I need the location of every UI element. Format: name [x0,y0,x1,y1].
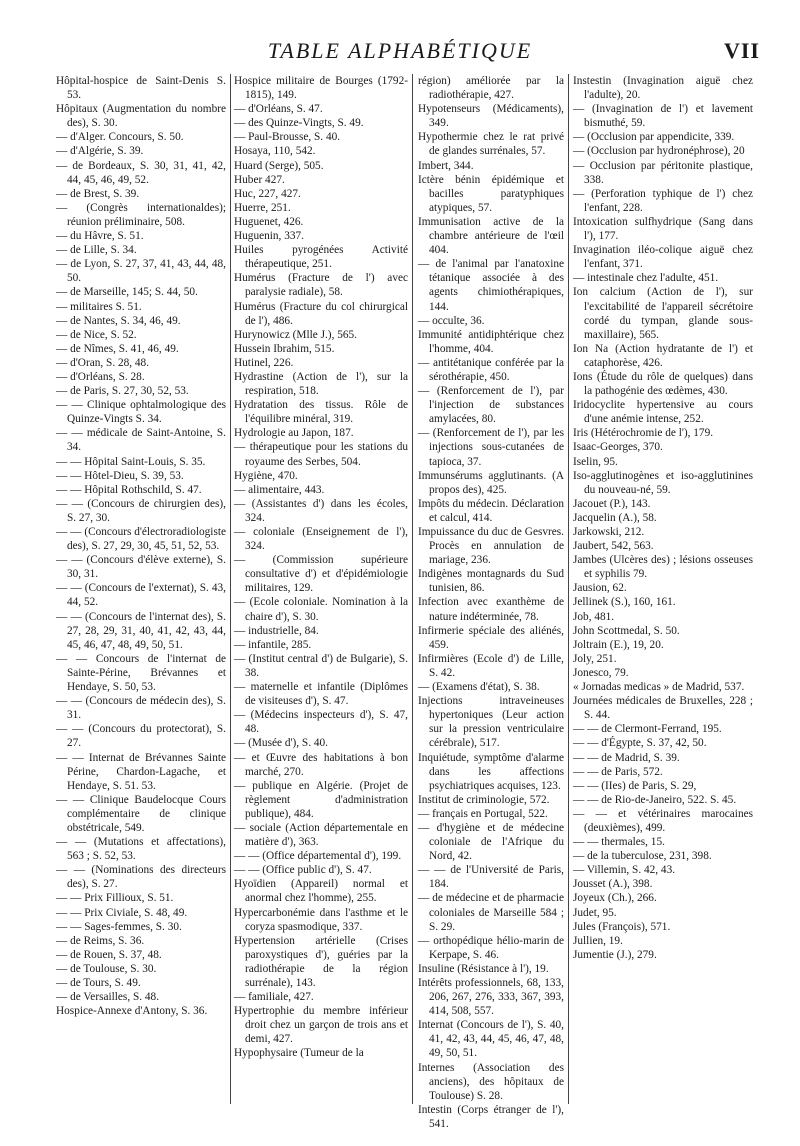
index-entry: — des Quinze-Vingts, S. 49. [234,117,364,130]
index-entry: Hygiène, 470. [234,469,298,482]
index-entry: — d'Alger. Concours, S. 50. [56,131,184,144]
index-entry: Iridocyclite hypertensive au cours d'une anémie intense, 252. [573,399,753,426]
index-entry: Jarkowski, 212. [573,526,645,538]
index-entry: Hyoïdien (Appareil) normal et anormal chez l'homme), 255. [234,878,408,905]
index-entry: — — Hôtel-Dieu, S. 39, 53. [56,469,184,482]
index-entry: — de médecine et de pharmacie coloniales de Marseille 584 ; S. 29. [418,892,564,933]
index-entry: — — (Concours du protectorat), S. 27. [56,723,226,750]
index-entry: Iso-agglutinogènes et iso-agglutinines du nouveau-né, 59. [573,469,753,496]
index-entry: — maternelle et infantile (Diplômes de visiteuses d'), S. 47. [234,681,408,708]
index-entry: Injections intraveineuses hypertoniques (Leur action sur la pression ventriculaire cérébrale), 517. [418,695,564,750]
index-entry: — — (Office public d'), S. 47. [234,864,372,877]
index-entry: — — Clinique Baudelocque Cours complémentaire de clinique obstétricale, 549. [56,793,226,834]
index-entry: — de Lyon, S. 27, 37, 41, 43, 44, 48, 50. [56,258,226,285]
index-entry: — d'hygiène et de médecine coloniale de l'Afrique du Nord, 42. [418,821,564,863]
index-entry: Joly, 251. [573,652,617,665]
index-entry: — (Renforcement de l'), par l'injection de substances amylacées, 80. [418,385,564,426]
index-entry: — Occlusion par péritonite plastique, 338. [573,159,753,186]
index-entry: Jumentie (J.), 279. [573,948,657,961]
index-entry: Hypophysaire (Tumeur de la [234,1047,364,1060]
index-entry: — de Bordeaux, S. 30, 31, 41, 42, 44, 45, 46, 49, 52. [56,159,226,186]
index-entry: Iris (Hétérochromie de l'), 179. [573,427,714,440]
index-entry: — — (Nominations des directeurs des), S. 27. [56,864,226,891]
index-entry: Hussein Ibrahim, 515. [234,342,335,355]
index-entry: — (Musée d'), S. 40. [234,737,328,750]
index-entry: — — de Clermont-Ferrand, 195. [573,723,722,736]
index-entry: — — Clinique ophtalmologique des Quinze-Vingts S. 34. [56,399,226,426]
index-entry: Isaac-Georges, 370. [573,441,663,454]
index-entry: Huc, 227, 427. [234,187,301,200]
index-entry: — coloniale (Enseignement de l'), 324. [234,526,408,553]
index-entry: — de Nice, S. 52. [56,328,137,341]
column-rule [568,74,569,1104]
index-entry: Journées médicales de Bruxelles, 228 ; S. 44. [573,695,753,722]
index-entry: Impuissance du duc de Gesvres. Procès en annulation de mariage, 236. [418,526,564,567]
index-entry: Infirmerie spéciale des aliénés, 459. [418,624,564,651]
index-entry: Hydratation des tissus. Rôle de l'équilibre minéral, 319. [234,399,408,426]
index-entry: Humérus (Fracture du col chirurgical de l'), 486. [234,300,408,327]
index-entry: — — Hôpital Rothschild, S. 47. [56,483,202,496]
index-entry: — — (Mutations et affectations), 563 ; S. 52, 53. [56,836,226,863]
index-entry: Jules (François), 571. [573,920,671,933]
index-entry: Indigènes montagnards du Sud tunisien, 86. [418,568,564,595]
index-entry: — — de Madrid, S. 39. [573,751,680,764]
index-entry: — — Internat de Brévannes Sainte Périne, Chardon-Lagache, et Hendaye, S. 51. 53. [56,751,226,792]
index-entry: Hutinel, 226. [234,356,294,369]
index-entry: Huiles pyrogénées Activité thérapeutique, 251. [234,244,408,271]
index-entry: Insuline (Résistance à l'), 19. [418,962,549,975]
index-entry: Hosaya, 110, 542. [234,145,316,158]
index-entry: — et Œuvre des habitations à bon marché, 270. [234,751,408,778]
index-entry: — sociale (Action départementale en matière d'), 363. [234,821,408,849]
index-entry: — de Marseille, 145; S. 44, 50. [56,286,198,299]
index-entry: Joyeux (Ch.), 266. [573,892,657,905]
index-entry: — — thermales, 15. [573,836,665,849]
index-entry: Hydrologie au Japon, 187. [234,427,354,440]
index-entry: Jacouet (P.), 143. [573,497,651,510]
index-entry: — — (Concours de chirurgien des), S. 27, 30. [56,497,226,524]
index-entry: — thérapeutique pour les stations du royaume des Serbes, 504. [234,441,408,468]
index-entry: — Paul-Brousse, S. 40. [234,131,341,144]
index-entry: — (Institut central d') de Bulgarie), S. 38. [234,652,408,679]
index-entry: — militaires S. 51. [56,300,142,313]
index-entry: Hypothermie chez le rat privé de glandes surrénales, 57. [418,131,564,158]
index-entry: — de Paris, S. 27, 30, 52, 53. [56,385,189,398]
index-entry: — (Ecole coloniale. Nomination à la chaire d'), S. 30. [234,596,408,623]
index-entry: Infirmières (Ecole d') de Lille, S. 42. [418,652,564,679]
index-entry: — — d'Égypte, S. 37, 42, 50. [573,737,707,750]
index-entry: — (Renforcement de l'), par les injections sous-cutanées de tapioca, 37. [418,427,564,468]
index-entry: — — médicale de Saint-Antoine, S. 34. [56,427,226,454]
index-entry: — de Brest, S. 39. [56,187,140,200]
index-entry: — alimentaire, 443. [234,483,325,496]
index-entry: Intoxication sulfhydrique (Sang dans l'), 177. [573,215,753,243]
index-entry: — de Lille, S. 34. [56,244,137,257]
index-entry: Job, 481. [573,610,615,623]
index-entry: — (Occlusion par hydronéphrose), 20 [573,145,745,158]
index-entry: Infection avec exanthème de nature indéterminée, 78. [418,596,564,623]
index-entry: Invagination iléo-colique aiguë chez l'enfant, 371. [573,244,753,271]
index-entry: Hôpitaux (Augmentation du nombre des), S. 30. [56,103,226,130]
index-entry: région) améliorée par la radiothérapie, 427. [418,75,564,102]
index-entry: Immunisation active de la chambre antérieure de l'œil 404. [418,215,564,257]
index-entry: Hôpital-hospice de Saint-Denis S. 53. [56,75,226,102]
index-entry: — de Toulouse, S. 30. [56,962,157,975]
index-entry: — (Médecins inspecteurs d'), S. 47, 48. [234,709,408,736]
index-entry: — — Sages-femmes, S. 30. [56,920,182,933]
index-entry: — de l'animal par l'anatoxine tétanique associée à des agents chimiothérapiques, 144. [418,258,564,313]
index-entry: — — (Concours de l'internat des), S. 27, 28, 29, 31, 40, 41, 42, 43, 44, 45, 46, 47, 48, 49, 50, 51. [56,610,226,651]
index-entry: — — Hôpital Saint-Louis, S. 35. [56,455,206,468]
index-entry: Jellinek (S.), 160, 161. [573,596,676,609]
index-entry: Internes (Association des anciens), des hôpitaux de Toulouse) S. 28. [418,1061,564,1102]
column-rule [412,74,413,1104]
index-entry: — (Invagination de l') et lavement bismuthé, 59. [573,103,753,130]
index-entry: — — et vétérinaires marocaines (deuxièmes), 499. [573,807,753,834]
index-entry: — de Rouen, S. 37, 48. [56,948,162,961]
page-header [0,38,800,68]
index-entry: — Villemin, S. 42, 43. [573,864,676,877]
index-entry: — du Hâvre, S. 51. [56,230,144,243]
index-entry: Immunsérums agglutinants. (A propos des), 425. [418,469,564,496]
index-entry: — publique en Algérie. (Projet de règlement d'administration publique), 484. [234,779,408,820]
index-entry: Inquiétude, symptôme d'alarme dans les affections psychiatriques acquises, 123. [418,751,564,792]
index-entry: — (Examens d'état), S. 38. [418,681,540,694]
index-entry: — (Perforation typhique de l') chez l'enfant, 228. [573,187,753,214]
index-entry: Jausion, 62. [573,582,627,595]
index-entry: Institut de criminologie, 572. [418,793,550,806]
index-entry: — (Assistantes d') dans les écoles, 324. [234,497,408,524]
index-entry: Ion calcium (Action de l'), sur l'excitabilité de l'appareil sécrétoire cordé du tympan, glande sous-maxillaire), 565. [573,286,753,341]
index-entry: Hydrastine (Action de l'), sur la respiration, 518. [234,370,408,398]
index-entry: Hypertrophie du membre inférieur droit chez un garçon de trois ans et demi, 427. [234,1005,408,1046]
index-entry: Jonesco, 79. [573,666,629,679]
index-entry: — d'Oran, S. 28, 48. [56,356,150,369]
index-entry: — — (Concours d'électroradiologiste des), S. 27, 29, 30, 45, 51, 52, 53. [56,526,226,553]
index-entry: John Scottmedal, S. 50. [573,624,680,637]
index-entry: — orthopédique hélio-marin de Kerpape, S. 46. [418,934,564,961]
index-entry: Imbert, 344. [418,159,474,172]
index-entry: — — Prix Fillioux, S. 51. [56,892,174,905]
index-entry: Jaubert, 542, 563. [573,540,654,553]
index-column-4 [573,74,753,962]
index-entry: — — Prix Civiale, S. 48, 49. [56,906,188,919]
index-entry: Hospice militaire de Bourges (1792-1815), 149. [234,75,408,102]
running-title: TABLE ALPHABÉTIQUE [267,38,533,63]
index-entry: Immunité antidiphtérique chez l'homme, 404. [418,328,564,355]
index-entry: Intérêts professionnels, 68, 133, 206, 267, 276, 333, 367, 393, 414, 508, 557. [418,977,564,1018]
index-entry: Hypercarbonémie dans l'asthme et le coryza spasmodique, 337. [234,906,408,933]
index-entry: Ion Na (Action hydratante de l') et cataphorèse, 426. [573,342,753,369]
index-entry: Hypotenseurs (Médicaments), 349. [418,103,564,130]
index-entry: — — (Concours de médecin des), S. 31. [56,695,226,722]
index-column-1 [56,74,226,1018]
index-entry: Humérus (Fracture de l') avec paralysie radiale), 58. [234,272,408,299]
index-entry: Joltrain (E.), 19, 20. [573,638,664,651]
index-entry: Ions (Étude du rôle de quelques) dans la pathogénie des œdèmes, 430. [573,370,753,398]
index-entry: — (Occlusion par appendicite, 339. [573,131,735,144]
index-entry: Huguenin, 337. [234,230,304,243]
index-entry: Huber 427. [234,173,285,186]
index-entry: — — de Paris, 572. [573,765,663,778]
page-number: VII [723,38,760,63]
index-entry: Jambes (Ulcères des) ; lésions osseuses et syphilis 79. [573,554,753,581]
index-entry: Iselin, 95. [573,455,618,468]
index-entry: — d'Algérie, S. 39. [56,145,144,158]
index-entry: Hurynowicz (Mlle J.), 565. [234,328,357,341]
index-entry: Huguenet, 426. [234,215,304,228]
index-entry: — infantile, 285. [234,638,312,651]
index-entry: — (Congrès internationaldes); réunion préliminaire, 508. [56,201,226,228]
index-entry: — de Nantes, S. 34, 46, 49. [56,314,181,327]
index-entry: — de la tuberculose, 231, 398. [573,850,712,863]
index-entry: Impôts du médecin. Déclaration et calcul, 414. [418,497,564,524]
index-entry: — — de l'Université de Paris, 184. [418,864,564,891]
index-entry: — de Tours, S. 49. [56,977,141,989]
index-entry: Internat (Concours de l'), S. 40, 41, 42, 43, 44, 45, 46, 47, 48, 49, 50, 51. [418,1019,564,1060]
index-entry: — industrielle, 84. [234,624,319,637]
index-entry: — — Concours de l'internat de Sainte-Périne, Brévannes et Hendaye, S. 50, 53. [56,652,226,694]
index-entry: — d'Orléans, S. 28. [56,370,145,383]
index-entry: Jacquelin (A.), 58. [573,511,657,524]
index-entry: — de Nîmes, S. 41, 46, 49. [56,342,179,355]
index-column-3 [418,74,564,1131]
index-entry: Instestin (Invagination aiguë chez l'adulte), 20. [573,75,753,102]
index-entry: Huard (Serge), 505. [234,159,324,172]
column-rule [230,74,231,1104]
index-entry: Huerre, 251. [234,201,291,214]
index-entry: — — (IIes) de Paris, S. 29, [573,779,697,792]
index-entry: — intestinale chez l'adulte, 451. [573,272,719,285]
index-entry: « Jornadas medicas » de Madrid, 537. [573,681,745,694]
index-entry: — — de Rio-de-Janeiro, 522. S. 45. [573,793,737,806]
index-entry: Jullien, 19. [573,934,623,947]
index-entry: Intestin (Corps étranger de l'), 541. [418,1103,564,1130]
index-entry: Ictère bénin épidémique et bacilles paratyphiques atypiques, 57. [418,173,564,214]
index-entry: — d'Orléans, S. 47. [234,103,323,116]
index-entry: — de Versailles, S. 48. [56,991,160,1004]
index-entry: — de Reims, S. 36. [56,934,145,947]
index-entry: Hypertension artérielle (Crises paroxystiques d'), guéries par la radiothérapie de la région surrénale), 143. [234,934,408,989]
index-entry: — — (Concours d'élève externe), S. 30, 31. [56,554,226,581]
index-entry: — antitétanique conférée par la sérothérapie, 450. [418,356,564,383]
index-entry: — familiale, 427. [234,991,314,1004]
index-entry: — — (Concours de l'externat), S. 43, 44, 52. [56,582,226,609]
index-entry: Judet, 95. [573,906,617,919]
index-entry: Jousset (A.), 398. [573,878,653,891]
index-column-2 [234,74,408,1061]
index-entry: — (Commission supérieure consultative d') et d'épidémiologie militaires, 129. [234,554,408,595]
index-entry: Hospice-Annexe d'Antony, S. 36. [56,1005,208,1018]
index-entry: — français en Portugal, 522. [418,807,548,820]
index-entry: — — (Office départemental d'), 199. [234,850,402,863]
index-entry: — occulte, 36. [418,314,485,327]
